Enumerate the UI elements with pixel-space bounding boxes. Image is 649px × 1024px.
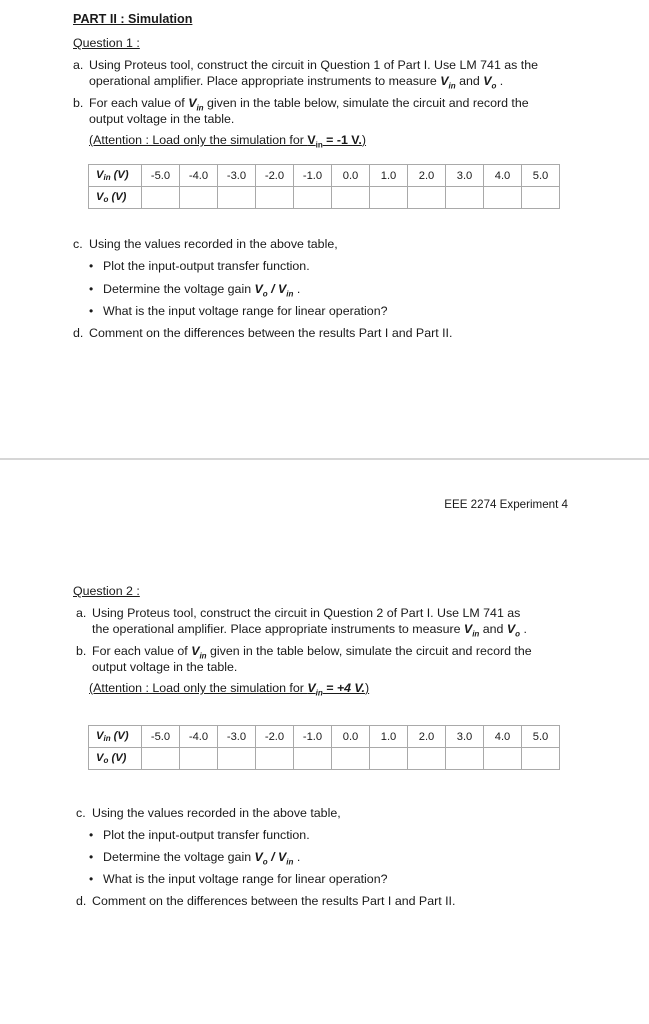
- vo-cell[interactable]: [484, 187, 522, 209]
- vin-cell: 0.0: [332, 165, 370, 187]
- item-c-marker: c.: [76, 806, 86, 820]
- item-a-line2: operational amplifier. Place appropriate instruments to measure $V_{in}$ and $V_o$ .: [89, 74, 504, 91]
- bullet-item: • Determine the voltage gain $V_o / V_{in}$ .: [89, 282, 301, 299]
- vin-cell: -2.0: [256, 726, 294, 748]
- vo-cell[interactable]: [484, 748, 522, 770]
- bullet-icon: •: [89, 282, 94, 296]
- vo-cell[interactable]: [332, 748, 370, 770]
- item-d-text: Comment on the differences between the results Part I and Part II.: [92, 894, 456, 908]
- vin-cell: -4.0: [180, 726, 218, 748]
- vin-cell: -1.0: [294, 165, 332, 187]
- vin-cell: 2.0: [408, 726, 446, 748]
- item-b-line1: For each value of $V_{in}$ given in the table below, simulate the circuit and record the: [89, 96, 529, 113]
- vin-cell: -4.0: [180, 165, 218, 187]
- item-c-text: Using the values recorded in the above table,: [92, 806, 341, 820]
- vo-cell[interactable]: [180, 748, 218, 770]
- bullet-icon: •: [89, 872, 94, 886]
- question-1-title: Question 1 :: [73, 36, 140, 50]
- voltage-table-2: [88, 725, 560, 770]
- item-b-marker: b.: [73, 96, 84, 110]
- vo-cell[interactable]: [522, 187, 560, 209]
- item-a-line1: Using Proteus tool, construct the circuit in Question 1 of Part I. Use LM 741 as the: [89, 58, 539, 72]
- vin-cell: 1.0: [370, 726, 408, 748]
- item-b-line1: For each value of $V_{in}$ given in the table below, simulate the circuit and record the: [92, 644, 532, 661]
- vin-cell: 4.0: [484, 726, 522, 748]
- vo-cell[interactable]: [446, 748, 484, 770]
- vin-cell: 1.0: [370, 165, 408, 187]
- vo-cell[interactable]: [522, 748, 560, 770]
- row-label-vin: $V_{in}$ (V): [89, 165, 142, 187]
- bullet-icon: •: [89, 304, 94, 318]
- table-row-vin: [89, 165, 560, 187]
- vin-cell: -3.0: [218, 726, 256, 748]
- bullet-item: • Plot the input-output transfer function.: [89, 259, 310, 273]
- vo-cell[interactable]: [256, 748, 294, 770]
- vo-cell[interactable]: [332, 187, 370, 209]
- page-header: EEE 2274 Experiment 4: [444, 498, 568, 511]
- vo-cell[interactable]: [446, 187, 484, 209]
- bullet-icon: •: [89, 259, 94, 273]
- vo-cell[interactable]: [408, 748, 446, 770]
- item-b-line2: output voltage in the table.: [92, 660, 238, 674]
- vo-cell[interactable]: [370, 187, 408, 209]
- item-d-marker: d.: [73, 326, 84, 340]
- vin-cell: 4.0: [484, 165, 522, 187]
- vin-cell: -5.0: [142, 165, 180, 187]
- bullet-item: • What is the input voltage range for linear operation?: [89, 304, 388, 318]
- part-heading: PART II : Simulation: [73, 12, 193, 26]
- vo-cell[interactable]: [218, 748, 256, 770]
- item-d-text: Comment on the differences between the results Part I and Part II.: [89, 326, 453, 340]
- row-label-vin: $V_{in}$ (V): [89, 726, 142, 748]
- voltage-table-1: [88, 164, 560, 209]
- bullet-item: • What is the input voltage range for linear operation?: [89, 872, 388, 886]
- item-d-marker: d.: [76, 894, 87, 908]
- vo-cell[interactable]: [180, 187, 218, 209]
- vo-cell[interactable]: [408, 187, 446, 209]
- vo-cell[interactable]: [218, 187, 256, 209]
- bullet-icon: •: [89, 828, 94, 842]
- bullet-item: • Plot the input-output transfer function.: [89, 828, 310, 842]
- item-b-line2: output voltage in the table.: [89, 112, 235, 126]
- bullet-item: • Determine the voltage gain $V_o / V_{in}$ .: [89, 850, 301, 867]
- item-b-marker: b.: [76, 644, 87, 658]
- row-label-vo: $V_o$ (V): [89, 748, 142, 770]
- vo-cell[interactable]: [142, 187, 180, 209]
- attention-note: (Attention : Load only the simulation for $V_{in} = +4$ V.): [89, 681, 370, 698]
- item-a-marker: a.: [73, 58, 84, 72]
- item-a-line1: Using Proteus tool, construct the circuit in Question 2 of Part I. Use LM 741 as: [92, 606, 521, 620]
- vin-cell: 0.0: [332, 726, 370, 748]
- vin-cell: 5.0: [522, 165, 560, 187]
- vin-cell: -2.0: [256, 165, 294, 187]
- vo-cell[interactable]: [256, 187, 294, 209]
- vo-cell[interactable]: [370, 748, 408, 770]
- page-2: [0, 460, 649, 1024]
- question-2-title: Question 2 :: [73, 584, 140, 598]
- vin-cell: 2.0: [408, 165, 446, 187]
- page-1: [0, 0, 649, 458]
- table-row-vin: [89, 726, 560, 748]
- item-a-line2: the operational amplifier. Place appropriate instruments to measure $V_{in}$ and $V_o$ .: [92, 622, 527, 639]
- vin-cell: 3.0: [446, 165, 484, 187]
- bullet-icon: •: [89, 850, 94, 864]
- vin-cell: 5.0: [522, 726, 560, 748]
- row-label-vo: $V_o$ (V): [89, 187, 142, 209]
- vin-cell: -1.0: [294, 726, 332, 748]
- vo-cell[interactable]: [294, 187, 332, 209]
- item-c-text: Using the values recorded in the above table,: [89, 237, 338, 251]
- attention-note: (Attention : Load only the simulation for $V_{in} = -1$ V.): [89, 133, 367, 150]
- vin-cell: -5.0: [142, 726, 180, 748]
- vo-cell[interactable]: [142, 748, 180, 770]
- item-c-marker: c.: [73, 237, 83, 251]
- vin-cell: 3.0: [446, 726, 484, 748]
- vo-cell[interactable]: [294, 748, 332, 770]
- table-row-vo: [89, 748, 560, 770]
- item-a-marker: a.: [76, 606, 87, 620]
- table-row-vo: [89, 187, 560, 209]
- vin-cell: -3.0: [218, 165, 256, 187]
